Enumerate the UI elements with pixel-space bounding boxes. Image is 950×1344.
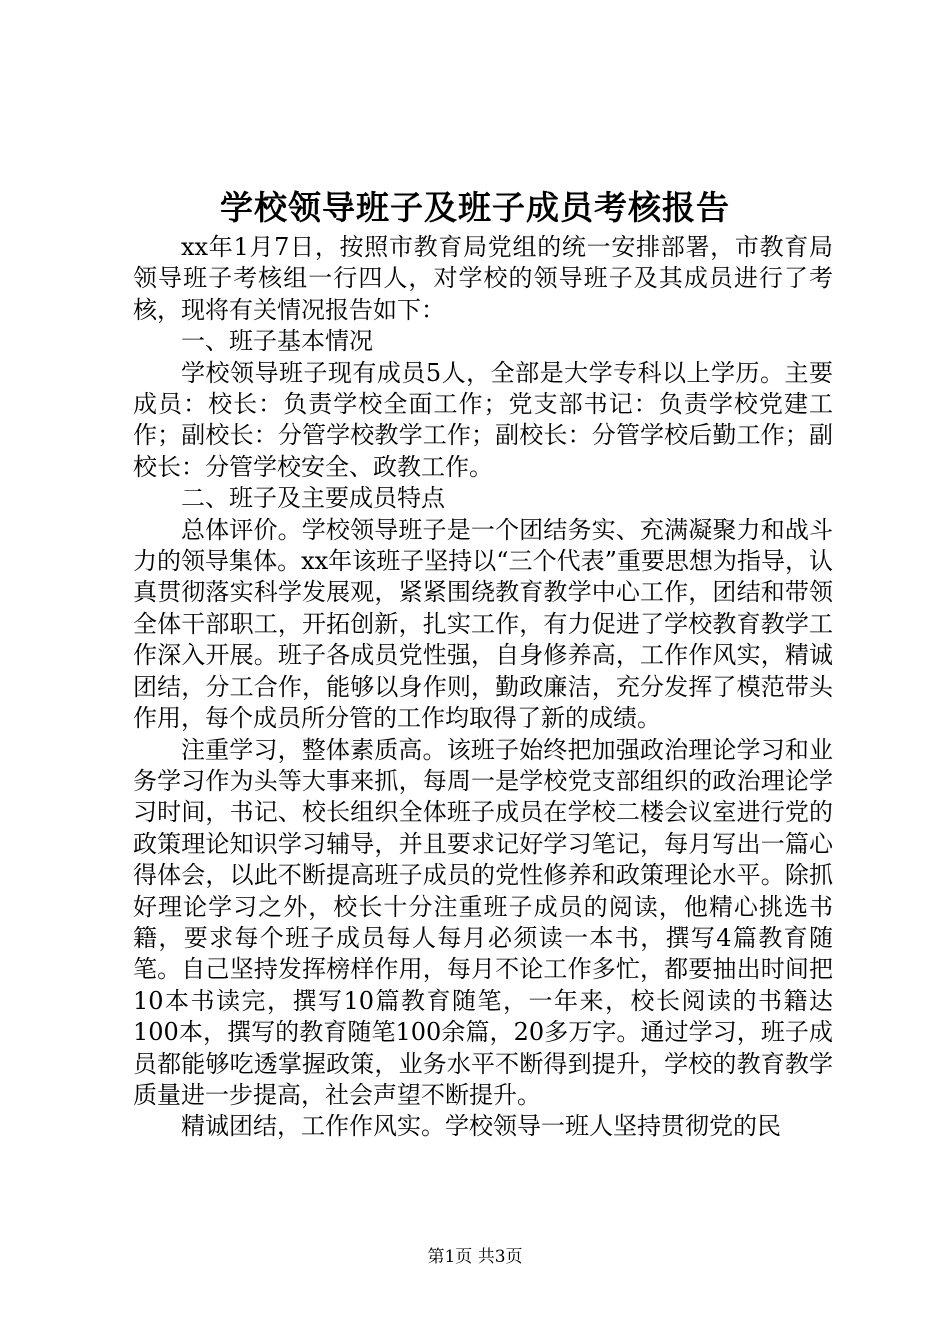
paragraph-unity: 精诚团结，工作作风实。学校领导一班人坚持贯彻党的民 (181, 1112, 781, 1141)
paragraph-basic-info: 学校领导班子现有成员5人，全部是大学专科以上学历。主要成员：校长：负责学校全面工作；党支部书记：负责学校党建工作；副校长：分管学校教学工作；副校长：分管学校后勤工作；副校长：分管学校安全、政教工作。 (133, 358, 833, 481)
page-footer: 第1页 共3页 (427, 1247, 523, 1267)
paragraph-overall-evaluation: 总体评价。学校领导班子是一个团结务实、充满凝聚力和战斗力的领导集体。xx年该班子坚持以“三个代表”重要思想为指导，认真贯彻落实科学发展观，紧紧围绕教育教学中心工作，团结和带领全体干部职工，开拓创新，扎实工作，有力促进了学校教育教学工作深入开展。班子各成员党性强，自身修养高，工作作风实，精诚团结，分工合作，能够以身作则，勤政廉洁，充分发挥了模范带头作用，每个成员所分管的工作均取得了新的成绩。 (133, 515, 833, 733)
paragraph-study: 注重学习，整体素质高。该班子始终把加强政治理论学习和业务学习作为头等大事来抓，每周一是学校党支部组织的政治理论学习时间，书记、校长组织全体班子成员在学校二楼会议室进行党的政策理论知识学习辅导，并且要求记好学习笔记，每月写出一篇心得体会，以此不断提高班子成员的党性修养和政策理论水平。除抓好理论学习之外，校长十分注重班子成员的阅读，他精心挑选书籍，要求每个班子成员每人每月必须读一本书，撰写4篇教育随笔。自己坚持发挥榜样作用，每月不论工作多忙，都要抽出时间把10本书读完，撰写10篇教育随笔，一年来，校长阅读的书籍达100本，撰写的教育随笔100余篇，20多万字。通过学习，班子成员都能够吃透掌握政策，业务水平不断得到提升，学校的教育教学质量进一步提高，社会声望不断提升。 (133, 735, 833, 1109)
section-heading-1: 一、班子基本情况 (181, 327, 373, 356)
document-title: 学校领导班子及班子成员考核报告 (220, 188, 730, 227)
section-heading-2: 二、班子及主要成员特点 (181, 484, 445, 513)
document-body (133, 232, 833, 1143)
paragraph-intro: xx年1月7日，按照市教育局党组的统一安排部署，市教育局领导班子考核组一行四人，对学校的领导班子及其成员进行了考核，现将有关情况报告如下： (133, 233, 833, 324)
